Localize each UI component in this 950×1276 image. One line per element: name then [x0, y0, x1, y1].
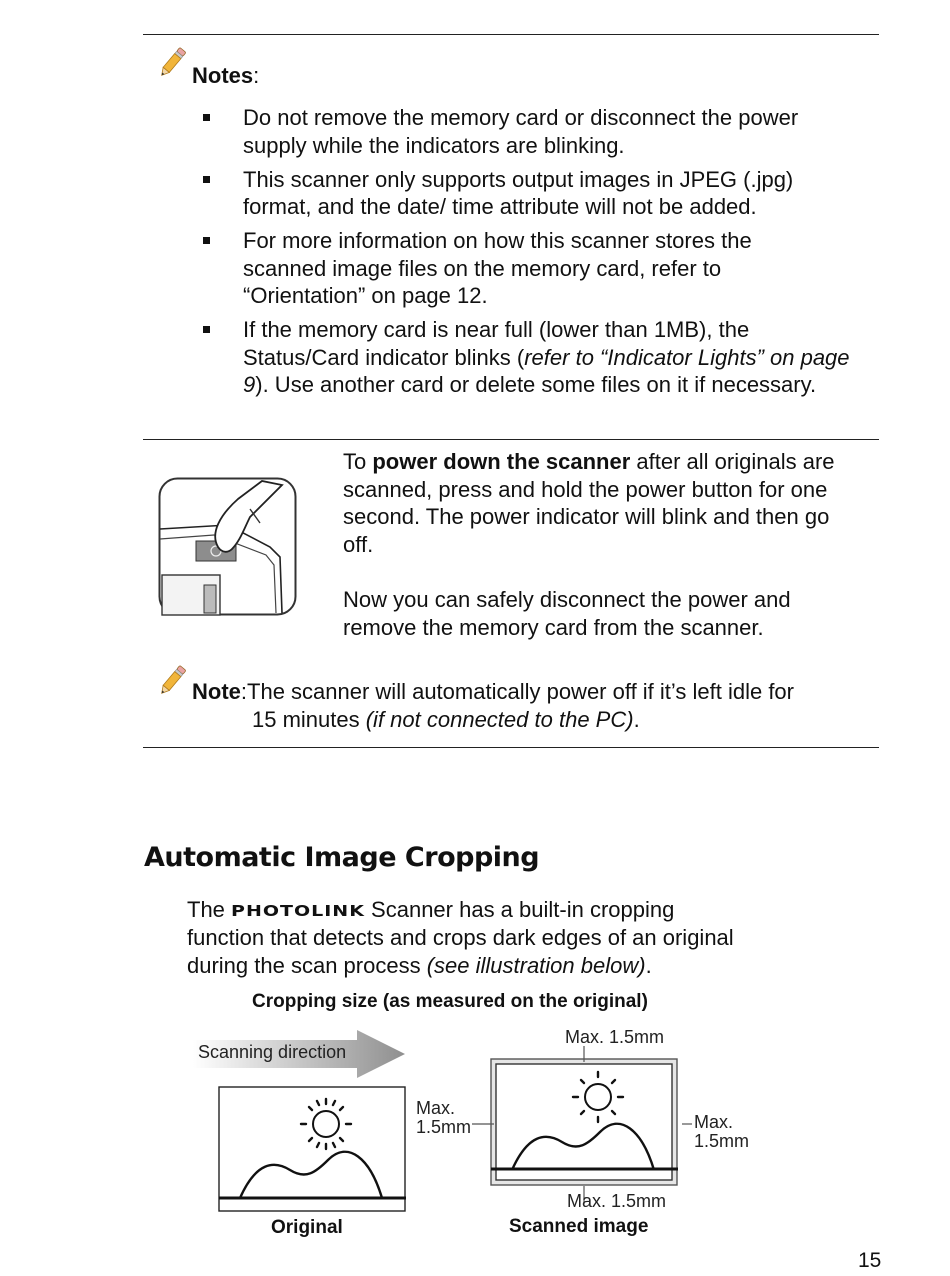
list-item	[198, 316, 858, 399]
list-item	[198, 166, 858, 221]
pencil-icon	[156, 46, 188, 80]
power-down-post: after all originals are scanned, press and hold the power button for one second. The power indicator will blink and then go off.	[343, 449, 835, 557]
right-max-label-line2: 1.5mm	[694, 1131, 750, 1151]
power-down-pre: To	[343, 449, 373, 474]
power-down-bold: power down the scanner	[372, 449, 631, 474]
note-label: Note	[192, 679, 241, 704]
right-max-label-line1: Max.	[694, 1112, 734, 1132]
note-line1: The scanner will automatically power off if it’s left idle for	[247, 679, 794, 704]
top-divider	[143, 34, 879, 35]
power-button-illustration	[158, 477, 298, 617]
note-auto-power-off	[192, 678, 872, 706]
note-item-text-post: ). Use another card or delete some files on it if necessary.	[255, 372, 817, 397]
figure-caption: Cropping size (as measured on the original)	[252, 991, 648, 1012]
bottom-max-label: Max. 1.5mm	[567, 1191, 667, 1211]
original-image-diagram	[218, 1086, 408, 1214]
original-label: Original	[271, 1217, 343, 1238]
notes-divider	[143, 439, 879, 440]
bullet-square-icon	[203, 237, 210, 244]
disconnect-instructions	[343, 586, 843, 641]
note-auto-power-off-line2	[252, 706, 852, 734]
notes-list	[198, 104, 878, 405]
photolink-logo: PHOTOLINK	[231, 902, 365, 920]
intro-line3-italic: (see illustration below)	[426, 953, 646, 978]
intro-pre: The	[187, 897, 232, 922]
note-line2-italic: (if not connected to the PC)	[365, 707, 634, 732]
power-down-instructions	[343, 448, 863, 558]
note-divider	[143, 747, 879, 748]
section-intro-line2	[187, 924, 887, 952]
note-item-text: This scanner only supports output images in JPEG (.jpg) format, and the date/ time attribute will not be added.	[243, 166, 794, 219]
section-intro-line1	[187, 896, 887, 926]
disconnect-text: Now you can safely disconnect the power and remove the memory card from the scanner.	[343, 587, 791, 640]
note-line2-plain: 15 minutes	[252, 707, 366, 732]
intro-line3-end: .	[645, 953, 652, 978]
bullet-square-icon	[203, 114, 210, 121]
measurement-leaders	[470, 1040, 700, 1215]
list-item	[198, 227, 818, 310]
note-item-text-pre: If the memory card is near full (lower than 1MB), the Status/Card indicator blinks (	[243, 317, 750, 370]
note-line2-end: .	[633, 707, 640, 732]
left-max-label-line1: Max.	[416, 1098, 456, 1118]
top-max-label: Max. 1.5mm	[565, 1027, 665, 1047]
note-item-text: Do not remove the memory card or disconnect the power supply while the indicators are blinking.	[243, 105, 799, 158]
note-colon: :	[240, 679, 248, 704]
note-item-text: For more information on how this scanner stores the scanned image files on the memory card, refer to “Orientation” on page 12.	[243, 228, 752, 308]
page-number: 15	[858, 1249, 882, 1272]
intro-line2: function that detects and crops dark edges of an original	[187, 925, 734, 950]
bullet-square-icon	[203, 176, 210, 183]
scanned-image-label: Scanned image	[509, 1216, 649, 1237]
notes-heading-colon: :	[253, 63, 260, 88]
intro-line3-plain: during the scan process	[187, 953, 427, 978]
intro-post: Scanner has a built-in cropping	[364, 897, 675, 922]
scanning-direction-label: Scanning direction	[198, 1042, 347, 1062]
section-title: Automatic Image Cropping	[144, 842, 540, 873]
bullet-square-icon	[203, 326, 210, 333]
pencil-icon	[156, 664, 188, 698]
notes-heading	[192, 62, 259, 89]
note-item-text-italic: refer to “Indicator Lights” on page 9	[243, 344, 850, 397]
left-max-label-line2: 1.5mm	[416, 1117, 472, 1137]
notes-heading-label: Notes	[192, 63, 254, 88]
section-intro-line3	[187, 952, 887, 980]
list-item	[198, 104, 858, 159]
